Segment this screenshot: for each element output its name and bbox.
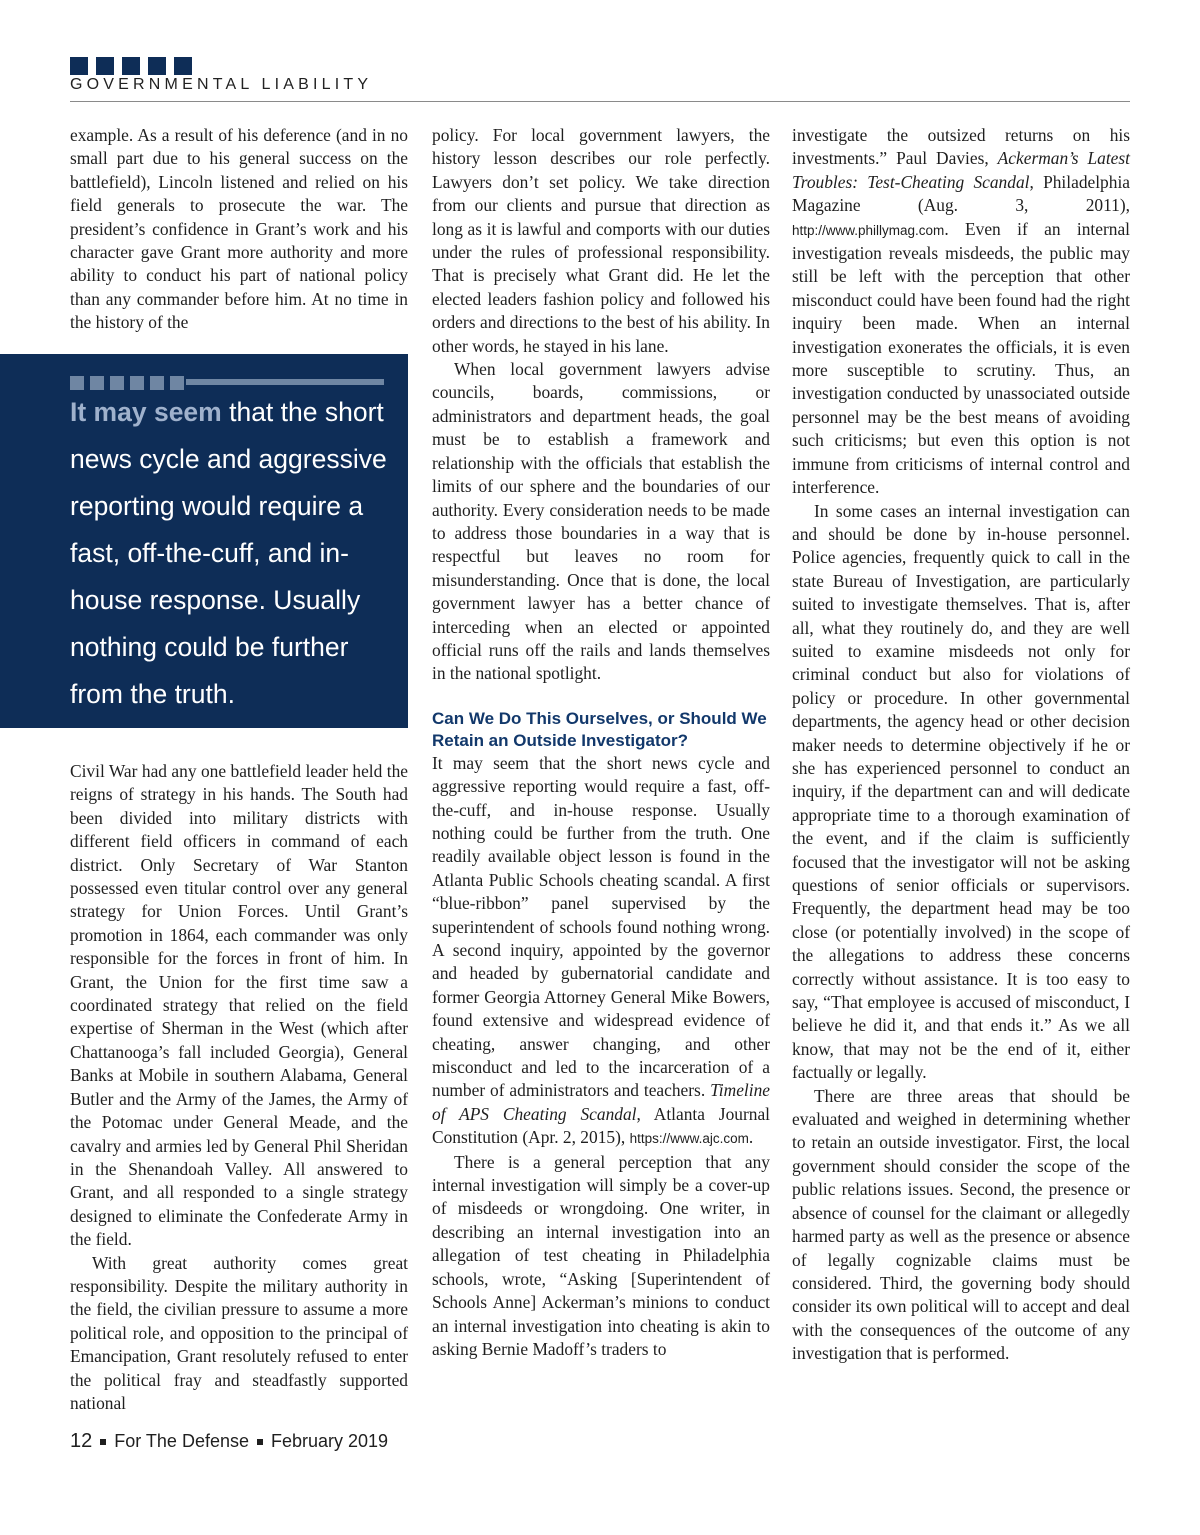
column-2 (432, 124, 770, 1361)
header-divider (70, 101, 1130, 102)
col1-paragraph-3: With great authority comes great responsibility. Despite the military authority in the field, the civilian pressure to assume a more political role, and opposition to the principal of Emancipation, Grant resolutely refused to enter the political fray and steadfastly supported national (70, 1252, 408, 1413)
pull-quote-rule (186, 379, 384, 385)
footer-separator (257, 1439, 263, 1445)
citation-url: http://www.phillymag.com (792, 222, 945, 238)
page-number: 12 (70, 1430, 93, 1452)
column-1-bottom (70, 760, 408, 1415)
section-subheading: Can We Do This Ourselves, or Should We Retain an Outside Investigator? (432, 708, 767, 750)
footer-separator (100, 1439, 106, 1445)
pull-quote-rest: that the short news cycle and aggressive reporting would require a fast, off-the-cuff, and in-house response. Usually nothing could be further from the truth. (70, 397, 387, 709)
column-3 (792, 124, 1130, 1366)
col2-paragraph-1: policy. For local government lawyers, the history lesson describes our role perfectly. Lawyers don’t set policy. We take direction from our clients and pursue that direction as long as it is lawful and comports with our duties under the rules of professional responsibility. That is precisely what Grant did. He let the elected leaders fashion policy and followed his orders and directions to the best of his ability. In other words, he stayed in his lane. (432, 125, 770, 356)
publication-name: For The Defense (114, 1431, 249, 1451)
col2-paragraph-3: It may seem that the short news cycle and aggressive reporting would require a fast, off-the-cuff, and in-house response. Usually nothing could be further from the truth. One readily available object lesson is found in the Atlanta Public Schools cheating scandal. A first “blue-ribbon” panel supervised by the superintendent of schools found nothing wrong. A second inquiry, appointed by the governor and headed by gubernatorial candidate and former Georgia Attorney General Mike Bowers, found extensive and widespread evidence of cheating, answer changing, and other misconduct and led to the incarceration of a number of administrators and teachers. Timeline of APS Cheating Scandal, Atlanta Journal Constitution (Apr. 2, 2015), https://www.ajc.com. (432, 752, 770, 1148)
page-footer (70, 1430, 388, 1453)
citation-url: https://www.ajc.com (629, 1131, 749, 1147)
pull-quote-text (70, 389, 400, 718)
header-squares-ornament (70, 57, 192, 75)
column-1-top (70, 124, 408, 335)
citation-title: Timeline of APS Cheating Scandal (432, 1080, 770, 1124)
citation-title: Ackerman’s Latest Troubles: Test-Cheating Scandal (792, 148, 1130, 192)
col1-paragraph-2: Civil War had any one battlefield leader held the reigns of strategy in his hands. The South had been divided into military districts with different field officers in command of each district. Only Secretary of War Stanton possessed even titular control over any general strategy for Union Forces. Until Grant’s promotion in 1864, each commander was only responsible for the forces in front of him. In Grant, the Union for the first time saw a coordinated strategy that relied on the field expertise of Sherman in the West (which after Chattanooga’s fall included Georgia), General Banks at Mobile in southern Alabama, General Butler and the Army of the James, the Army of the Potomac under General Meade, and the cavalry and armies led by General Phil Sheridan in the Shenandoah Valley. All answered to Grant, and all responded to a single strategy designed to eliminate the Confederate Army in the field. (70, 761, 408, 1250)
col3-paragraph-2: In some cases an internal investigation can and should be done by in-house personnel. Police agencies, frequently quick to call in the state Bureau of Investigation, are particularly suited to investigate themselves. That is, after all, what they routinely do, and they are well suited to examine misdeeds not only for criminal conduct but also for violations of policy or procedure. In other governmental departments, the agency head or other decision maker needs to determine objectively if he or she has experienced personnel to conduct an inquiry, if the department can and will dedicate appropriate time to a thorough examination of the event, and if the claim is sufficiently focused that the investigator will not be asking questions of senior officials or supervisors. Frequently, the department head may be too close (or potentially involved) in the scope of the allegations to address these concerns correctly without assistance. It is too easy to say, “That employee is accused of misconduct, I believe he did it, and that ends it.” As we all know, that may not be the end of it, either factually or legally. (792, 500, 1130, 1083)
pull-quote-squares-ornament (70, 376, 184, 390)
col2-paragraph-2: When local government lawyers advise councils, boards, commissions, or administrators and department heads, the goal must be to establish a framework and relationship with the officials that establish the limits of our sphere and the boundaries of our authority. Every consideration needs to be made to address those boundaries in a way that is respectful but leaves no room for misunderstanding. Once that is done, the local government lawyer has a better chance of interceding when an elected or appointed official runs off the rails and lands themselves in the national spotlight. (432, 359, 770, 684)
col2-paragraph-4: There is a general perception that any internal investigation will simply be a cover-up of misdeeds or wrongdoing. One writer, in describing an internal investigation into an allegation of test cheating in Philadelphia schools, wrote, “Asking [Superintendent of Schools Anne] Ackerman’s minions to conduct an internal investigation into cheating is akin to asking Bernie Madoff’s traders to (432, 1151, 770, 1359)
pull-quote-lead: It may seem (70, 397, 222, 427)
col3-paragraph-3: There are three areas that should be evaluated and weighed in determining whether to retain an outside investigator. First, the local government should consider the scope of the public relations issues. Second, the presence or absence of counsel for the claimant or allegedly harmed party as well as the presence or absence of legally cognizable claims must be considered. Third, the governing body should consider its own political will to accept and deal with the consequences of the outcome of any investigation that is performed. (792, 1085, 1130, 1364)
issue-date: February 2019 (271, 1431, 389, 1451)
col1-paragraph-1: example. As a result of his deference (and in no small part due to his general success on the battlefield), Lincoln listened and relied on his field generals to prosecute the war. The president’s confidence in Grant’s work and his character gave Grant more authority and more ability to conduct his part of national policy than any commander before him. At no time in the history of the (70, 125, 408, 333)
section-title: GOVERNMENTAL LIABILITY (70, 76, 373, 93)
pull-quote-box (0, 354, 408, 728)
col3-paragraph-1: investigate the outsized returns on his investments.” Paul Davies, Ackerman’s Latest Troubles: Test-Cheating Scandal, Philadelphia Magazine (Aug. 3, 2011), http://www.phillymag.com. Even if an internal investigation reveals misdeeds, the public may still be left with the perception that other misconduct could have been found had the right inquiry been made. When an internal investigation exonerates the officials, it is even more susceptible to scrutiny. Thus, an investigation conducted by unassociated outside personnel may be the best means of avoiding such criticisms; but even this option is not immune from criticisms of internal control and interference. (792, 125, 1131, 498)
